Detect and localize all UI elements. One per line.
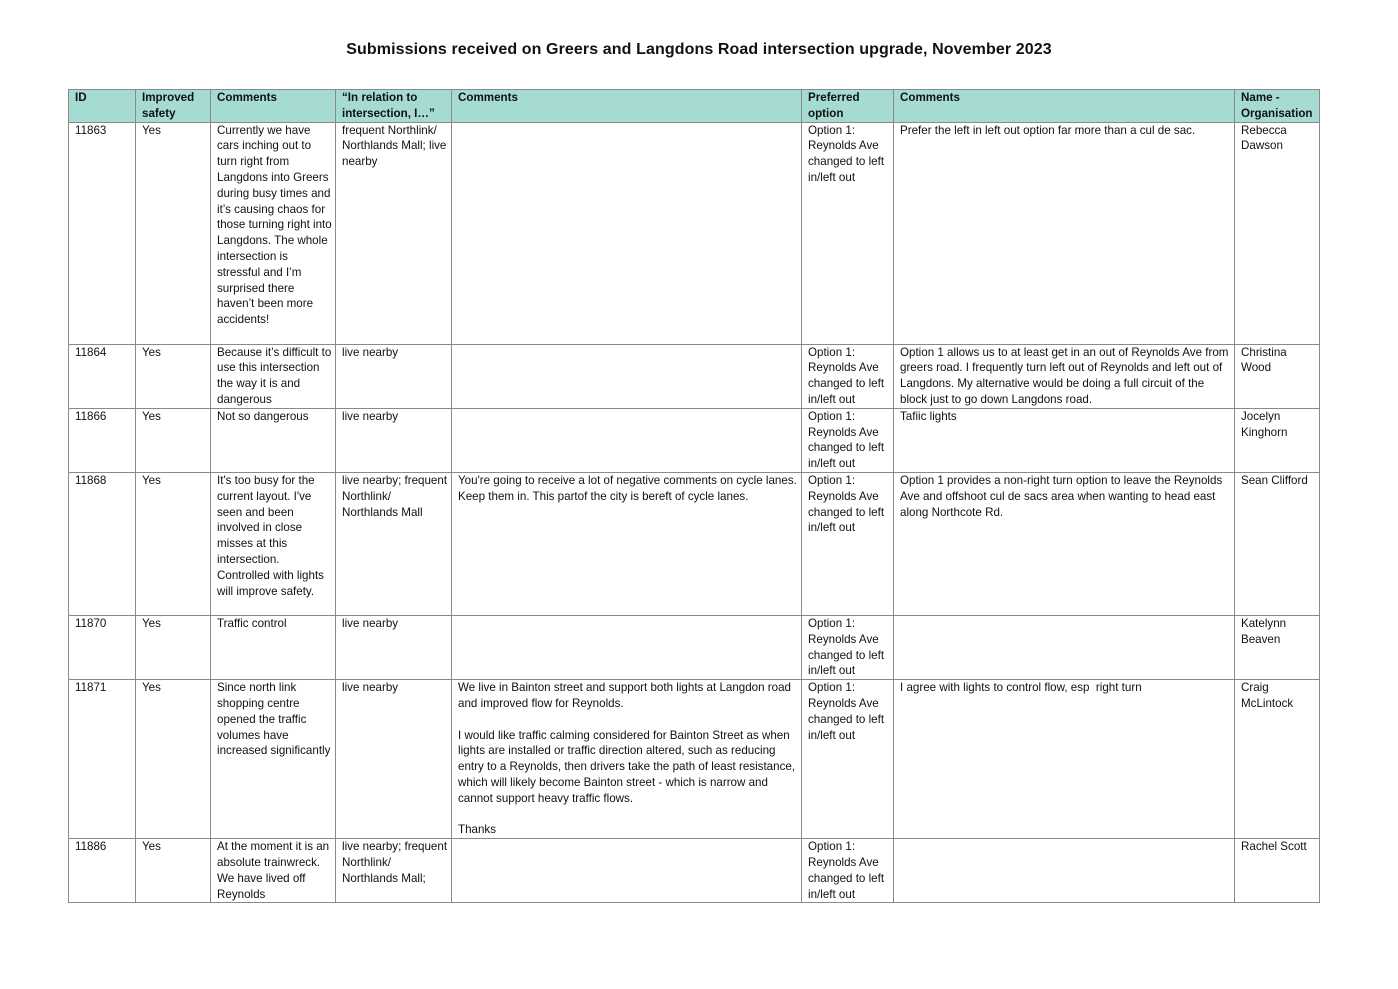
cell-relation: live nearby; frequent Northlink/ Northlands Mall; [336,839,452,903]
cell-id: 11870 [69,615,136,679]
document-title: Submissions received on Greers and Langdons Road intersection upgrade, November 2023 [346,41,1052,58]
cell-comments: Traffic control [211,615,336,679]
cell-improved-safety: Yes [136,472,211,615]
cell-preferred-option: Option 1: Reynolds Ave changed to left in/left out [802,408,894,472]
cell-improved-safety: Yes [136,615,211,679]
cell-relation: live nearby [336,408,452,472]
cell-comments-2 [452,615,802,679]
cell-name: Rachel Scott [1235,839,1320,903]
cell-comments-3: Prefer the left in left out option far more than a cul de sac. [894,122,1235,344]
cell-improved-safety: Yes [136,344,211,408]
cell-name: Jocelyn Kinghorn [1235,408,1320,472]
cell-name: Katelynn Beaven [1235,615,1320,679]
cell-name: Christina Wood [1235,344,1320,408]
cell-preferred-option: Option 1: Reynolds Ave changed to left in/left out [802,472,894,615]
header-comments-3: Comments [894,90,1235,123]
cell-comments: Because it’s difficult to use this intersection the way it is and dangerous [211,344,336,408]
cell-name: Rebecca Dawson [1235,122,1320,344]
table-row [69,680,1320,839]
cell-id: 11886 [69,839,136,903]
cell-relation: frequent Northlink/ Northlands Mall; live nearby [336,122,452,344]
cell-comments-3: Tafiic lights [894,408,1235,472]
cell-id: 11868 [69,472,136,615]
cell-relation: live nearby [336,615,452,679]
cell-comments: At the moment it is an absolute trainwreck. We have lived off Reynolds [211,839,336,903]
cell-improved-safety: Yes [136,122,211,344]
table-row [69,122,1320,344]
cell-comments: Currently we have cars inching out to turn right from Langdons into Greers during busy times and it’s causing chaos for those turning right into Langdons. The whole intersection is stressful and I’m surprised there haven’t been more accidents! [211,122,336,344]
cell-preferred-option: Option 1: Reynolds Ave changed to left in/left out [802,680,894,839]
header-improved-safety: Improved safety [136,90,211,123]
header-comments-2: Comments [452,90,802,123]
cell-comments-2 [452,344,802,408]
cell-name: Sean Clifford [1235,472,1320,615]
cell-id: 11864 [69,344,136,408]
cell-comments: Not so dangerous [211,408,336,472]
table-row [69,344,1320,408]
header-comments: Comments [211,90,336,123]
cell-comments-2: You're going to receive a lot of negative comments on cycle lanes. Keep them in. This partof the city is bereft of cycle lanes. [452,472,802,615]
cell-improved-safety: Yes [136,839,211,903]
header-name-organisation: Name - Organisation [1235,90,1320,123]
cell-preferred-option: Option 1: Reynolds Ave changed to left in/left out [802,839,894,903]
header-row [69,90,1320,123]
cell-preferred-option: Option 1: Reynolds Ave changed to left in/left out [802,344,894,408]
cell-preferred-option: Option 1: Reynolds Ave changed to left in/left out [802,122,894,344]
cell-relation: live nearby [336,680,452,839]
cell-comments-2: We live in Bainton street and support both lights at Langdon road and improved flow for Reynolds. I would like traffic calming considered for Bainton Street as when lights are installed or traffic direction altered, such as reducing entry to a Reynolds, then drivers take the path of least resistance, which will likely become Bainton street - which is narrow and cannot support heavy traffic flows. Thanks [452,680,802,839]
cell-id: 11866 [69,408,136,472]
cell-comments: It's too busy for the current layout. I've seen and been involved in close misses at this intersection. Controlled with lights will improve safety. [211,472,336,615]
cell-improved-safety: Yes [136,408,211,472]
table-row [69,408,1320,472]
cell-name: Craig McLintock [1235,680,1320,839]
cell-id: 11871 [69,680,136,839]
cell-comments-3: Option 1 provides a non-right turn option to leave the Reynolds Ave and offshoot cul de sacs area when wanting to head east along Northcote Rd. [894,472,1235,615]
cell-comments-3 [894,839,1235,903]
table-row [69,472,1320,615]
cell-comments-3 [894,615,1235,679]
cell-comments-2 [452,839,802,903]
cell-comments-2 [452,408,802,472]
cell-comments: Since north link shopping centre opened the traffic volumes have increased significantly [211,680,336,839]
submissions-table [68,89,1320,903]
table-row [69,839,1320,903]
header-preferred-option: Preferred option [802,90,894,123]
cell-improved-safety: Yes [136,680,211,839]
cell-relation: live nearby; frequent Northlink/ Northlands Mall [336,472,452,615]
cell-comments-3: Option 1 allows us to at least get in an out of Reynolds Ave from greers road. I frequently turn left out of Reynolds and left out of Langdons. My alternative would be doing a full circuit of the block just to go down Langdons road. [894,344,1235,408]
table-row [69,615,1320,679]
header-in-relation: “In relation to intersection, I…” [336,90,452,123]
cell-id: 11863 [69,122,136,344]
cell-preferred-option: Option 1: Reynolds Ave changed to left in/left out [802,615,894,679]
cell-comments-2 [452,122,802,344]
cell-comments-3: I agree with lights to control flow, esp right turn [894,680,1235,839]
cell-relation: live nearby [336,344,452,408]
header-id: ID [69,90,136,123]
